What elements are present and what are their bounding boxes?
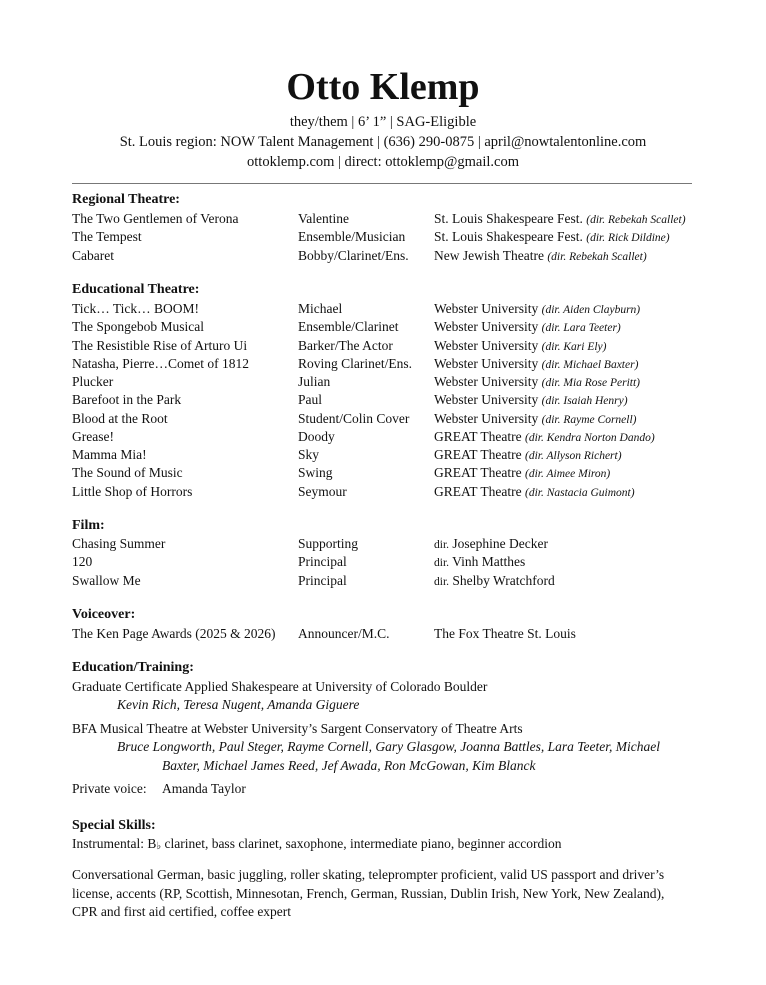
role: Julian bbox=[298, 374, 331, 389]
section-title-skills: Special Skills: bbox=[72, 818, 156, 833]
venue: Webster University bbox=[434, 319, 539, 335]
training-teachers-2-cont: Baxter, Michael James Reed, Jef Awada, Ron McGowan, Kim Blanck bbox=[162, 758, 536, 773]
venue-director bbox=[434, 300, 640, 319]
venue-director bbox=[434, 337, 607, 356]
venue-director bbox=[434, 391, 628, 410]
event-title: The Ken Page Awards (2025 & 2026) bbox=[72, 626, 276, 641]
role: Supporting bbox=[298, 536, 359, 551]
show-title: The Resistible Rise of Arturo Ui bbox=[72, 337, 248, 353]
role: Paul bbox=[298, 392, 323, 408]
credit-row bbox=[72, 553, 712, 571]
show-title: Plucker bbox=[72, 374, 114, 389]
role: Seymour bbox=[298, 483, 347, 499]
credit-row bbox=[72, 318, 712, 336]
show-title: Barefoot in the Park bbox=[72, 392, 182, 408]
role: Principal bbox=[298, 554, 347, 570]
credit-row bbox=[72, 228, 712, 246]
venue-director bbox=[434, 373, 640, 392]
director: (dir. Rebekah Scallet) bbox=[547, 250, 647, 263]
personal-info-line: they/them | 6’ 1” | SAG-Eligible bbox=[289, 114, 477, 130]
venue: Webster University bbox=[434, 410, 539, 426]
director: Shelby Wratchford bbox=[452, 572, 555, 588]
role: Sky bbox=[298, 447, 320, 462]
credit-row bbox=[72, 535, 712, 553]
director: (dir. Kendra Norton Dando) bbox=[524, 431, 655, 444]
venue: Webster University bbox=[434, 374, 539, 389]
venue: Webster University bbox=[434, 392, 539, 408]
show-title: Mamma Mia! bbox=[72, 447, 147, 462]
voiceover-credits bbox=[72, 625, 712, 643]
show-title: Grease! bbox=[72, 428, 114, 444]
venue: GREAT Theatre bbox=[434, 483, 522, 499]
training-teachers-2: Bruce Longworth, Paul Steger, Rayme Cornell, Gary Glasgow, Joanna Battles, Lara Teeter, Michael bbox=[117, 739, 660, 754]
film-title: Swallow Me bbox=[72, 572, 141, 588]
dir-label: dir. bbox=[434, 575, 450, 588]
credit-row bbox=[72, 373, 712, 391]
private-voice-label: Private voice: bbox=[72, 781, 147, 796]
director: Vinh Matthes bbox=[452, 554, 526, 570]
dir-label: dir. bbox=[434, 539, 450, 551]
director: (dir. Aiden Clayburn) bbox=[541, 304, 641, 316]
venue: St. Louis Shakespeare Fest. bbox=[434, 229, 583, 245]
training-program-1: Graduate Certificate Applied Shakespeare at University of Colorado Boulder bbox=[72, 679, 488, 694]
show-title: Blood at the Root bbox=[72, 410, 168, 426]
director: Josephine Decker bbox=[452, 536, 548, 551]
venue: Webster University bbox=[434, 301, 539, 316]
role: Swing bbox=[298, 465, 333, 481]
director: (dir. Rayme Cornell) bbox=[541, 413, 637, 426]
venue-director bbox=[434, 483, 635, 502]
section-title-film: Film: bbox=[72, 518, 105, 533]
show-title: The Two Gentlemen of Verona bbox=[72, 211, 239, 226]
section-title-voiceover: Voiceover: bbox=[72, 607, 136, 622]
film-credits bbox=[72, 535, 712, 590]
role: Roving Clarinet/Ens. bbox=[298, 355, 412, 371]
venue: The Fox Theatre St. Louis bbox=[434, 626, 576, 641]
show-title: Little Shop of Horrors bbox=[72, 483, 193, 499]
role: Barker/The Actor bbox=[298, 337, 393, 353]
show-title: Cabaret bbox=[72, 247, 114, 263]
film-title: Chasing Summer bbox=[72, 536, 166, 551]
credit-row bbox=[72, 355, 712, 373]
actor-name: Otto Klemp bbox=[286, 66, 480, 108]
venue-director bbox=[434, 410, 637, 429]
venue: Webster University bbox=[434, 337, 539, 353]
show-title: Natasha, Pierre…Comet of 1812 bbox=[72, 355, 249, 371]
role: Doody bbox=[298, 428, 335, 444]
role: Principal bbox=[298, 572, 347, 588]
director: (dir. Rick Dildine) bbox=[586, 232, 670, 245]
instrumental-prefix: Instrumental: B bbox=[72, 836, 157, 851]
director: (dir. Lara Teeter) bbox=[541, 322, 621, 335]
credit-row bbox=[72, 300, 712, 318]
credit-row bbox=[72, 483, 712, 501]
credit-row bbox=[72, 337, 712, 355]
show-title: Tick… Tick… BOOM! bbox=[72, 301, 200, 316]
educational-credits bbox=[72, 300, 712, 501]
training-program-2: BFA Musical Theatre at Webster University’s Sargent Conservatory of Theatre Arts bbox=[72, 721, 523, 736]
director: (dir. Kari Ely) bbox=[541, 340, 607, 353]
credit-row bbox=[72, 428, 712, 446]
venue-director bbox=[434, 228, 670, 247]
director-credit bbox=[434, 553, 525, 572]
venue: St. Louis Shakespeare Fest. bbox=[434, 211, 583, 226]
director: (dir. Nastacia Guimont) bbox=[524, 486, 635, 499]
venue: New Jewish Theatre bbox=[434, 247, 544, 263]
header-divider bbox=[72, 183, 692, 184]
section-title-education: Education/Training: bbox=[72, 660, 194, 675]
direct-contact-line: ottoklemp.com | direct: ottoklemp@gmail.com bbox=[247, 154, 519, 170]
show-title: The Spongebob Musical bbox=[72, 319, 204, 335]
credit-row bbox=[72, 247, 712, 265]
instrumental-skills bbox=[72, 835, 561, 856]
credit-row bbox=[72, 464, 712, 482]
director-credit bbox=[434, 535, 548, 554]
director: (dir. Isaiah Henry) bbox=[541, 395, 628, 408]
director-credit bbox=[434, 572, 555, 591]
role: Ensemble/Musician bbox=[298, 229, 406, 245]
venue-director bbox=[434, 210, 686, 229]
private-voice-teacher: Amanda Taylor bbox=[162, 781, 246, 796]
venue-director bbox=[434, 446, 622, 465]
other-skills: Conversational German, basic juggling, roller skating, teleprompter proficient, valid US passport and driver’s license, accents (RP, Scottish, Minnesotan, French, German, Russian, Dublin Irish, New York, New Zealand), CPR and first aid certified, coffee expert bbox=[72, 867, 665, 919]
venue: GREAT Theatre bbox=[434, 465, 522, 481]
credit-row bbox=[72, 446, 712, 464]
venue-director bbox=[434, 355, 638, 374]
flat-symbol-icon: ♭ bbox=[156, 841, 162, 852]
credit-row bbox=[72, 625, 712, 643]
show-title: The Sound of Music bbox=[72, 465, 183, 481]
training-teachers-1: Kevin Rich, Teresa Nugent, Amanda Giguere bbox=[117, 697, 360, 712]
role: Student/Colin Cover bbox=[298, 410, 410, 426]
credit-row bbox=[72, 391, 712, 409]
agency-contact-line: St. Louis region: NOW Talent Management | (636) 290-0875 | april@nowtalentonline.com bbox=[119, 134, 647, 150]
venue-director bbox=[434, 464, 610, 483]
venue: GREAT Theatre bbox=[434, 447, 522, 462]
credit-row bbox=[72, 572, 712, 590]
director: (dir. Allyson Richert) bbox=[524, 450, 622, 462]
dir-label: dir. bbox=[434, 557, 450, 570]
credit-row bbox=[72, 410, 712, 428]
role: Valentine bbox=[298, 211, 349, 226]
director: (dir. Aimee Miron) bbox=[524, 468, 611, 481]
director: (dir. Mia Rose Peritt) bbox=[541, 377, 641, 389]
film-title: 120 bbox=[72, 554, 93, 570]
venue: Webster University bbox=[434, 355, 539, 371]
role: Michael bbox=[298, 301, 343, 316]
instrumental-list: clarinet, bass clarinet, saxophone, intermediate piano, beginner accordion bbox=[161, 836, 562, 851]
regional-credits bbox=[72, 210, 712, 265]
venue: GREAT Theatre bbox=[434, 428, 522, 444]
section-title-educational: Educational Theatre: bbox=[72, 282, 200, 297]
section-title-regional: Regional Theatre: bbox=[72, 192, 180, 207]
role: Announcer/M.C. bbox=[298, 626, 390, 641]
director: (dir. Rebekah Scallet) bbox=[586, 214, 686, 226]
show-title: The Tempest bbox=[72, 229, 142, 245]
venue-director bbox=[434, 428, 655, 447]
role: Ensemble/Clarinet bbox=[298, 319, 399, 335]
venue-director bbox=[434, 247, 647, 266]
director: (dir. Michael Baxter) bbox=[541, 358, 639, 371]
credit-row bbox=[72, 210, 712, 228]
venue-director bbox=[434, 318, 621, 337]
role: Bobby/Clarinet/Ens. bbox=[298, 247, 409, 263]
